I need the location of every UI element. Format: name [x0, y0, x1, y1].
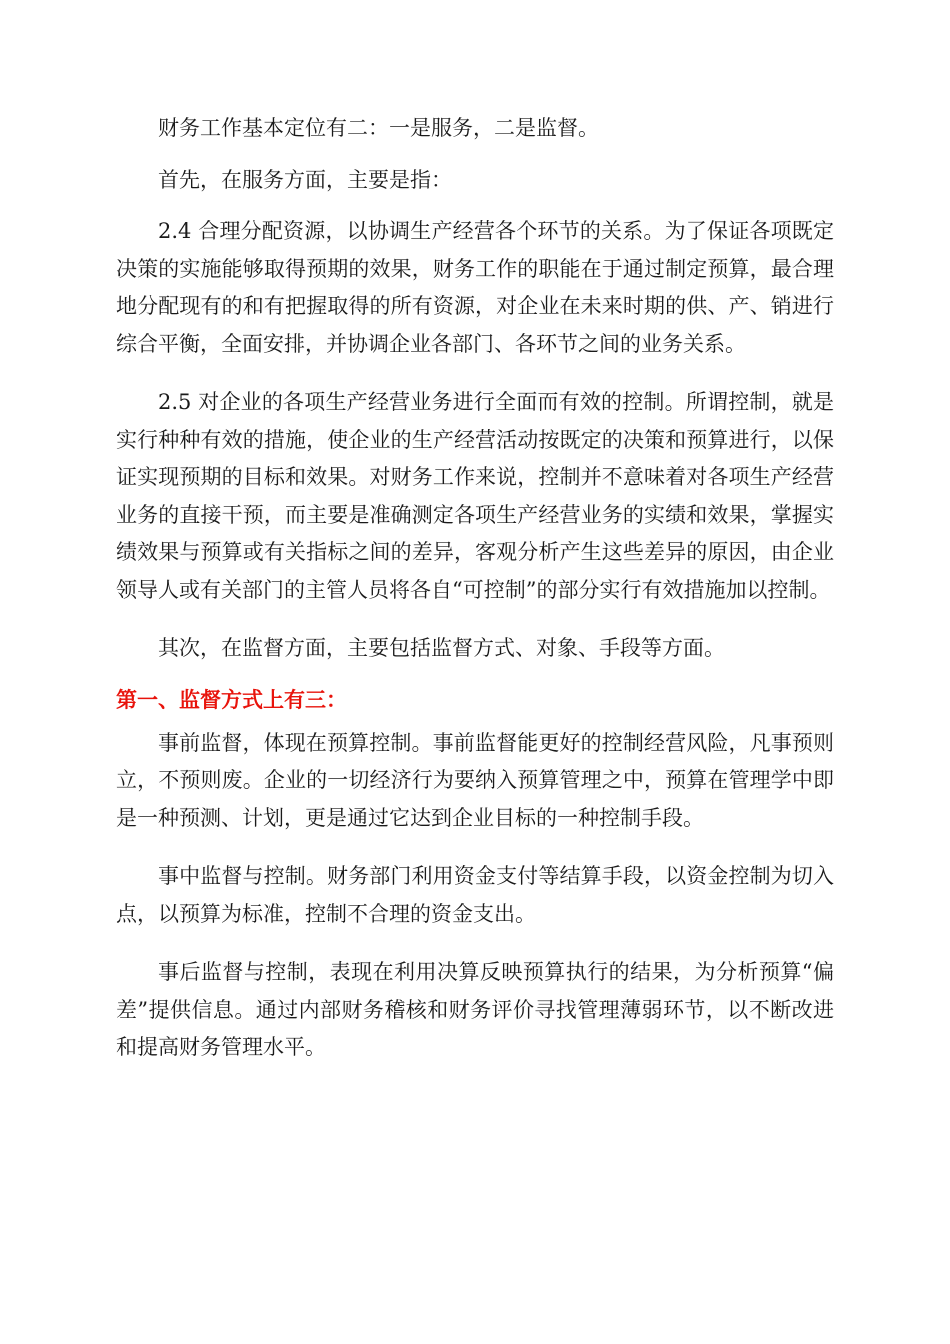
paragraph-intro: 财务工作基本定位有二：一是服务，二是监督。	[158, 116, 599, 140]
paragraph-post-supervision: 事后监督与控制，表现在利用决算反映预算执行的结果，为分析预算“偏差”提供信息。通过内部财务稽核和财务评价寻找管理薄弱环节，以不断改进和提高财务管理水平。	[116, 960, 834, 1059]
paragraph-in-process-supervision: 事中监督与控制。财务部门利用资金支付等结算手段，以资金控制为切入点，以预算为标准，控制不合理的资金支出。	[116, 864, 834, 926]
paragraph-control: 2.5 对企业的各项生产经营业务进行全面而有效的控制。所谓控制，就是实行种种有效的措施，使企业的生产经营活动按既定的决策和预算进行，以保证实现预期的目标和效果。对财务工作来说，控制并不意味着对各项生产经营业务的直接干预，而主要是准确测定各项生产经营业务的实绩和效果，掌握实绩效果与预算或有关指标之间的差异，客观分析产生这些差异的原因，由企业领导人或有关部门的主管人员将各自“可控制”的部分实行有效措施加以控制。	[116, 390, 834, 602]
paragraph-pre-supervision: 事前监督，体现在预算控制。事前监督能更好的控制经营风险，凡事预则立，不预则废。企业的一切经济行为要纳入预算管理之中，预算在管理学中即是一种预测、计划，更是通过它达到企业目标的一种控制手段。	[116, 730, 834, 830]
paragraph-allocate-resources: 2.4 合理分配资源，以协调生产经营各个环节的关系。为了保证各项既定决策的实施能够取得预期的效果，财务工作的职能在于通过制定预算，最合理地分配现有的和有把握取得的所有资源，对企业在未来时期的供、产、销进行综合平衡，全面安排，并协调企业各部门、各环节之间的业务关系。	[116, 219, 834, 356]
paragraph-supervision-lead: 其次，在监督方面，主要包括监督方式、对象、手段等方面。	[158, 636, 725, 660]
document-body	[116, 110, 834, 1088]
section-heading: 第一、监督方式上有三：	[116, 687, 347, 712]
paragraph-service-lead: 首先，在服务方面，主要是指：	[158, 167, 452, 192]
